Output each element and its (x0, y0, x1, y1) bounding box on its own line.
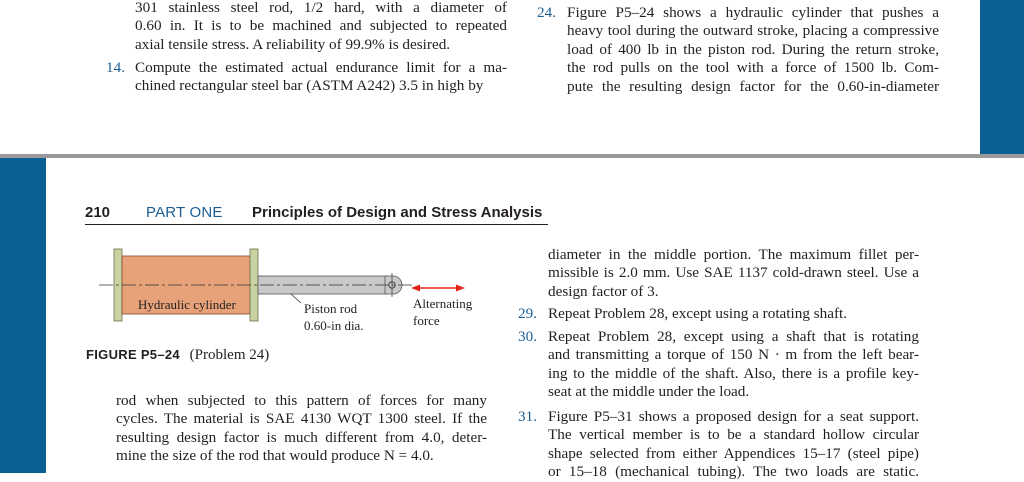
text-line: diameter in the middle portion. The maximum fillet per- (548, 246, 919, 263)
problem-30-text (548, 328, 919, 402)
text-line: design factor of 3. (548, 282, 659, 300)
text-line: mine the size of the rod that would produce N = 4.0. (116, 447, 434, 465)
text-line: and transmitting a torque of 150 N · m from the left bear- (548, 346, 919, 364)
figure-caption-text: (Problem 24) (189, 347, 270, 363)
figure-caption (86, 347, 269, 364)
text-line: cycles. The material is SAE 4130 WQT 1300 steel. If the (116, 410, 487, 428)
header-rule (85, 224, 548, 225)
part-title: Principles of Design and Stress Analysis (252, 204, 543, 221)
text-line: chined rectangular steel bar (ASTM A242) 3.5 in high by (135, 77, 484, 95)
bottom-right-intro (548, 246, 919, 301)
problem-number-29: 29. (518, 305, 537, 322)
force-label-line2: force (413, 313, 440, 328)
text-line: resulting design factor is much different from 4.0, deter- (116, 428, 487, 446)
text-line: pute the resulting design factor for the 0.60-in-diameter (567, 77, 939, 95)
text-line: heavy tool during the outward stroke, placing a compressive (567, 22, 939, 40)
text-line: the rod pulls on the tool with a force of 1500 lb. Com- (567, 59, 939, 77)
rod-leader-line (291, 294, 301, 303)
problem-31-text (548, 408, 919, 482)
text-line: Repeat Problem 28, except using a shaft that is rotating (548, 328, 919, 345)
force-label-line1: Alternating (413, 296, 473, 311)
text-line: seat at the middle under the load. (548, 383, 750, 401)
text-line: rod when subjected to this pattern of forces for many (116, 392, 487, 409)
text-line: ing to the middle of the shaft. Also, there is a profile key- (548, 364, 919, 382)
problem-14-text (135, 59, 507, 96)
force-arrow-left-head (411, 285, 420, 292)
text-line: The vertical member is to be a standard hollow circular (548, 426, 919, 444)
text-line: Figure P5–31 shows a proposed design for a seat support. (548, 408, 919, 425)
rod-label-line2: 0.60-in dia. (304, 318, 364, 333)
text-line: Repeat Problem 28, except using a rotating shaft. (548, 305, 848, 322)
rod-label-line1: Piston rod (304, 301, 358, 316)
text-line: 0.60 in. It is to be machined and subjected to repeated (135, 17, 507, 35)
text-line: or 15–18 (mechanical tubing). The two loads are static. (548, 463, 919, 481)
top-right-color-bar (980, 0, 1024, 154)
page-number: 210 (85, 204, 111, 221)
problem-number-14: 14. (106, 59, 125, 76)
text-line: missible is 2.0 mm. Use SAE 1137 cold-drawn steel. Use a (548, 264, 919, 282)
problem-number-30: 30. (518, 328, 537, 345)
problem-number-24: 24. (537, 4, 556, 21)
left-color-bar (0, 158, 46, 473)
text-line: load of 400 lb in the piston rod. During the return stroke, (567, 40, 939, 58)
text-line: 301 stainless steel rod, 1/2 hard, with a diameter of (135, 0, 507, 16)
hydraulic-cylinder-figure (95, 240, 495, 340)
page-separator (0, 154, 1024, 158)
problem-number-31: 31. (518, 408, 537, 425)
force-arrow-right-head (456, 285, 465, 292)
bottom-left-text (116, 392, 487, 466)
part-label: PART ONE (146, 204, 223, 221)
cylinder-label: Hydraulic cylinder (138, 297, 236, 312)
text-line: Compute the estimated actual endurance limit for a ma- (135, 59, 507, 76)
text-line: axial tensile stress. A reliability of 99.9% is desired. (135, 35, 451, 53)
problem-29-text (548, 305, 919, 323)
text-line: Figure P5–24 shows a hydraulic cylinder that pushes a (567, 4, 939, 21)
figure-caption-id: FIGURE P5–24 (86, 347, 180, 362)
top-left-column (135, 0, 507, 54)
problem-24-text (567, 4, 939, 96)
text-line: shape selected from either Appendices 15–17 (steel pipe) (548, 444, 919, 462)
